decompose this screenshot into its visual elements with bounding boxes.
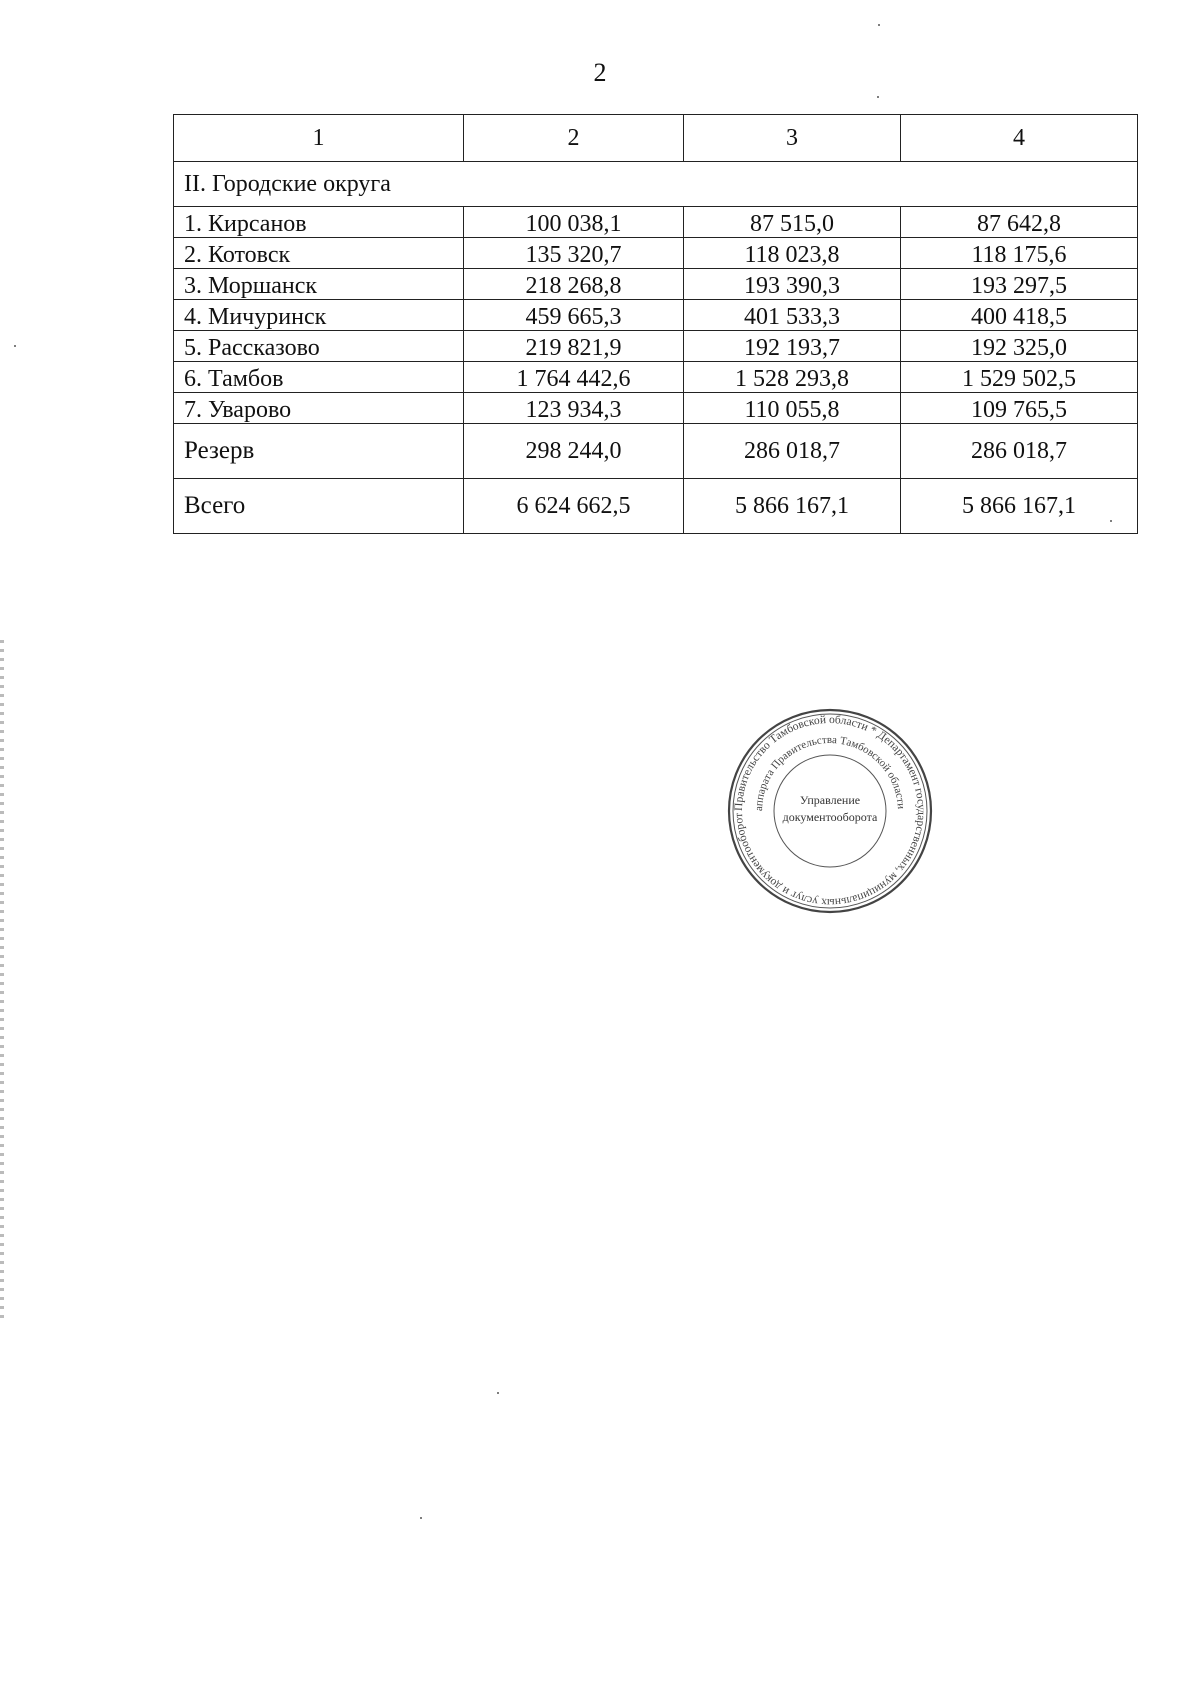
table-header-row — [174, 115, 1138, 162]
total-row — [174, 479, 1138, 534]
table-row — [174, 269, 1138, 300]
value-cell: 87 642,8 — [901, 207, 1138, 238]
table-row — [174, 238, 1138, 269]
header-cell: 3 — [684, 115, 901, 162]
reserve-label: Резерв — [174, 424, 464, 479]
stamp-outer-text: Правительство Тамбовской области * Департамент государственных, муниципальных услуг и документооборот — [732, 713, 928, 909]
table-row — [174, 331, 1138, 362]
table-row — [174, 300, 1138, 331]
value-cell: 118 175,6 — [901, 238, 1138, 269]
scan-speck — [878, 24, 880, 26]
reserve-row — [174, 424, 1138, 479]
value-cell: 87 515,0 — [684, 207, 901, 238]
value-cell: 1 764 442,6 — [464, 362, 684, 393]
value-cell: 298 244,0 — [464, 424, 684, 479]
district-name: 1. Кирсанов — [174, 207, 464, 238]
scan-speck — [1110, 520, 1112, 522]
table-row — [174, 362, 1138, 393]
value-cell: 6 624 662,5 — [464, 479, 684, 534]
budget-table — [173, 114, 1138, 534]
value-cell: 1 528 293,8 — [684, 362, 901, 393]
header-cell: 2 — [464, 115, 684, 162]
value-cell: 118 023,8 — [684, 238, 901, 269]
value-cell: 1 529 502,5 — [901, 362, 1138, 393]
stamp-center-text — [725, 792, 935, 826]
scan-speck — [497, 1392, 499, 1394]
value-cell: 193 297,5 — [901, 269, 1138, 300]
page-number: 2 — [593, 58, 607, 87]
value-cell: 109 765,5 — [901, 393, 1138, 424]
value-cell: 110 055,8 — [684, 393, 901, 424]
value-cell: 459 665,3 — [464, 300, 684, 331]
value-cell: 218 268,8 — [464, 269, 684, 300]
district-name: 3. Моршанск — [174, 269, 464, 300]
section-row — [174, 162, 1138, 207]
value-cell: 135 320,7 — [464, 238, 684, 269]
scan-edge-noise — [0, 640, 4, 1320]
stamp-center-line: Управление — [799, 793, 861, 807]
stamp-center-line: документооборота — [782, 810, 878, 824]
district-name: 2. Котовск — [174, 238, 464, 269]
scan-speck — [877, 96, 879, 98]
official-stamp — [725, 706, 935, 916]
section-title: II. Городские округа — [174, 162, 1138, 207]
value-cell: 286 018,7 — [684, 424, 901, 479]
stamp-inner-text: аппарата Правительства Тамбовской области — [752, 733, 908, 812]
table-row — [174, 207, 1138, 238]
total-label: Всего — [174, 479, 464, 534]
value-cell: 5 866 167,1 — [901, 479, 1138, 534]
value-cell: 100 038,1 — [464, 207, 684, 238]
value-cell: 401 533,3 — [684, 300, 901, 331]
header-cell: 4 — [901, 115, 1138, 162]
value-cell: 219 821,9 — [464, 331, 684, 362]
value-cell: 400 418,5 — [901, 300, 1138, 331]
value-cell: 192 325,0 — [901, 331, 1138, 362]
value-cell: 192 193,7 — [684, 331, 901, 362]
value-cell: 193 390,3 — [684, 269, 901, 300]
district-name: 7. Уварово — [174, 393, 464, 424]
scan-speck — [14, 345, 16, 347]
value-cell: 123 934,3 — [464, 393, 684, 424]
value-cell: 5 866 167,1 — [684, 479, 901, 534]
district-name: 6. Тамбов — [174, 362, 464, 393]
district-name: 5. Рассказово — [174, 331, 464, 362]
value-cell: 286 018,7 — [901, 424, 1138, 479]
header-cell: 1 — [174, 115, 464, 162]
scan-speck — [420, 1517, 422, 1519]
district-name: 4. Мичуринск — [174, 300, 464, 331]
table-row — [174, 393, 1138, 424]
